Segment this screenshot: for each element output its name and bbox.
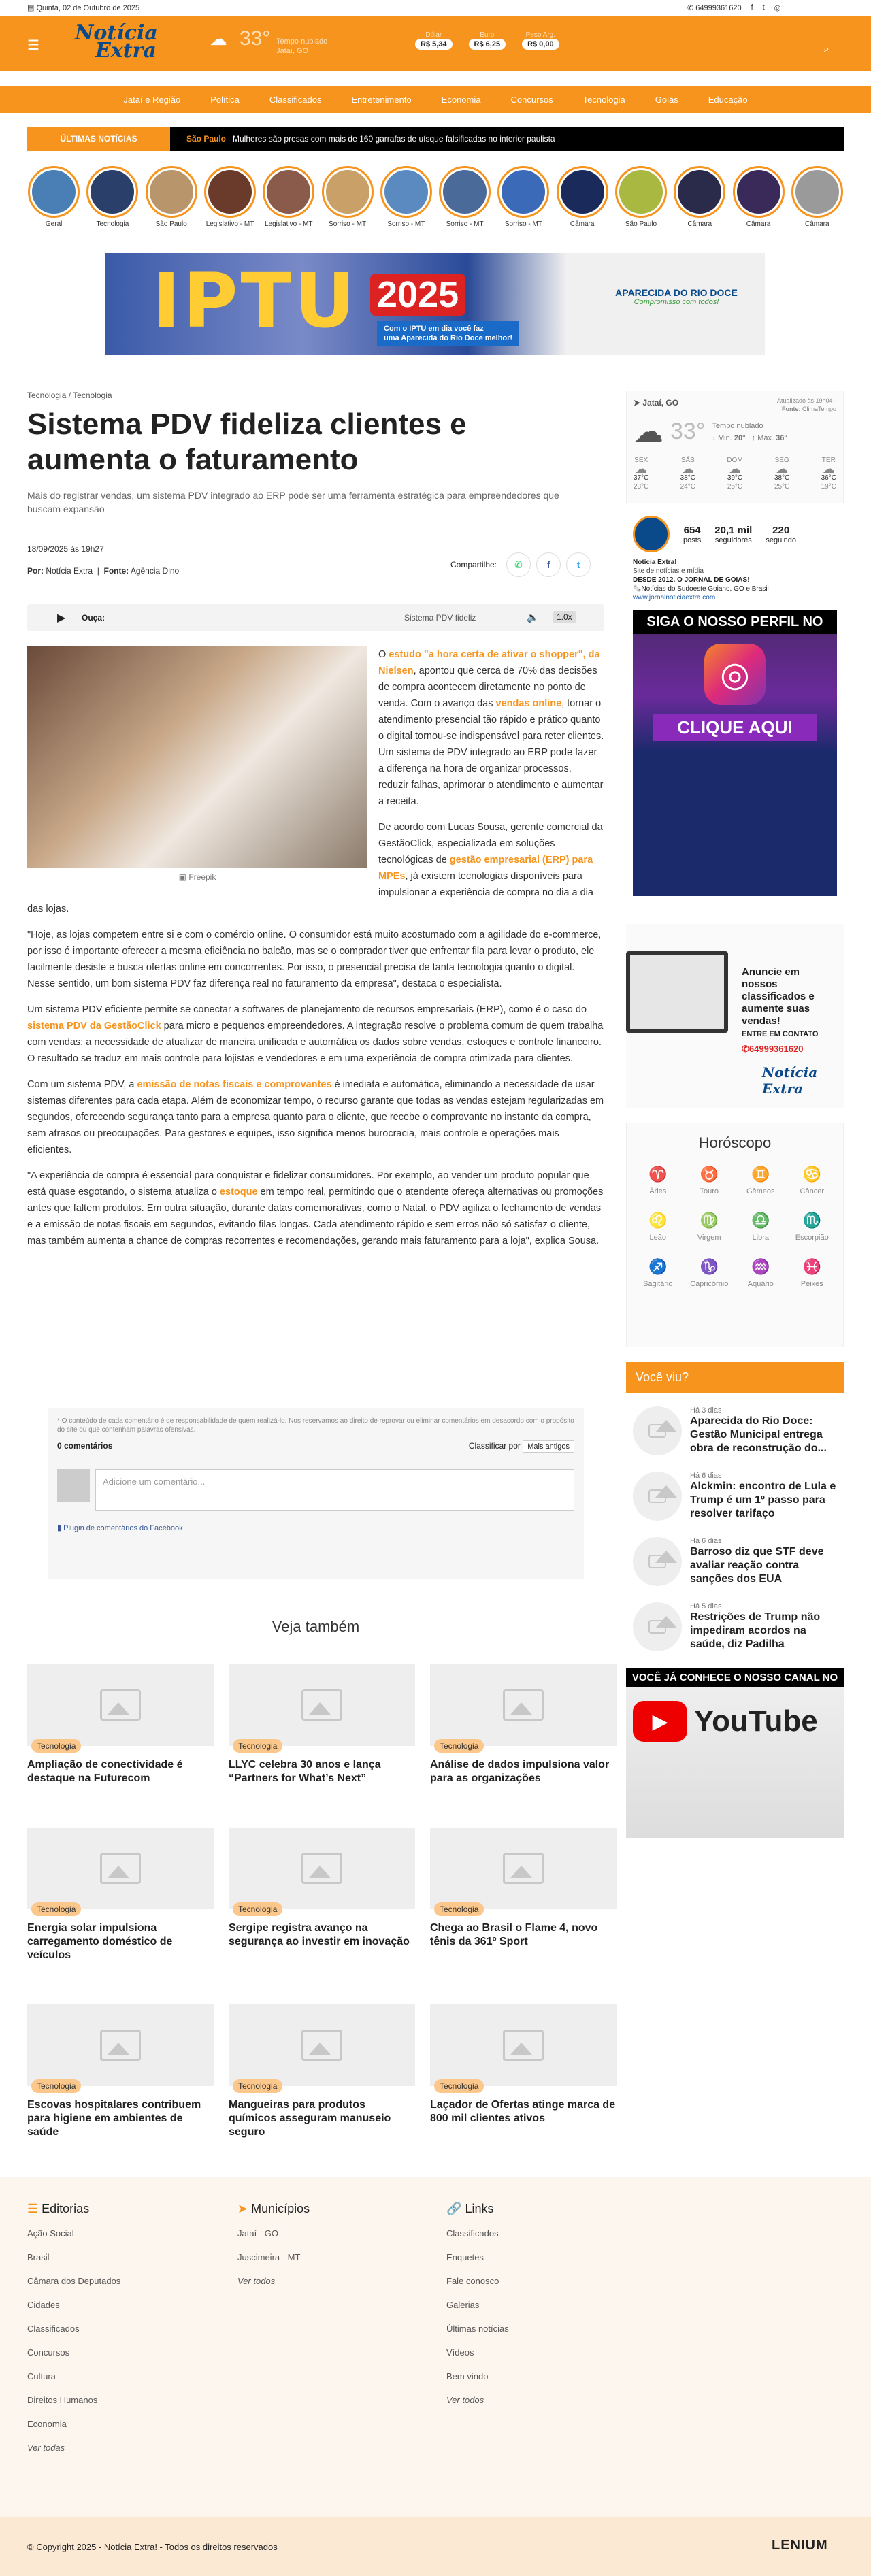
footer-link[interactable]: Ver todos (237, 2276, 276, 2286)
placeholder-image-icon (430, 1664, 617, 1751)
voce-viu-item[interactable]: Há 3 dias Aparecida do Rio Doce: Gestão Municipal entrega obra de reconstrução do... (633, 1406, 837, 1455)
nav-item[interactable]: Concursos (510, 94, 553, 105)
instagram-widget[interactable]: 654 posts 20,1 mil seguidores 220 seguindo Notícia Extra! Site de notícias e mídia DESDE 2012. O JORNAL DE GOIÁS! 🗞️Notícias do Sudoeste Goiano, GO e Brasil www.jornalnoticiaextra.com SIGA O NOSSO PERFIL NO ◎ CLIQUE AQUI (626, 516, 844, 910)
voce-viu-item[interactable]: Há 6 dias Barroso diz que STF deve avaliar reação contra sanções dos EUA (633, 1537, 837, 1586)
cloud-icon: ☁ (776, 462, 789, 476)
placeholder-image-icon (229, 1664, 415, 1751)
logo[interactable]: Notícia Extra (75, 21, 158, 63)
related-title: Mangueiras para produtos químicos asseguram manuseio seguro (229, 2099, 391, 2138)
footer-link[interactable]: Cidades (27, 2300, 60, 2310)
currency-quote: Dólar R$ 5,34 (415, 31, 453, 50)
zodiac-icon: ♓ (802, 1258, 821, 1275)
youtube-line: VOCÊ JÁ CONHECE O NOSSO CANAL NO (626, 1668, 844, 1687)
image-credit: ▣ Freepik (178, 872, 216, 882)
footer-link[interactable]: Fale conosco (446, 2276, 499, 2286)
header (0, 16, 871, 71)
article-subtitle: Mais do registrar vendas, um sistema PDV integrado ao ERP pode ser uma ferramenta estratégica para empreendedores que buscam expansão (27, 490, 559, 514)
paragraph-1: O estudo "a hora certa de ativar o shopper", da Nielsen, apontou que cerca de 70% das decisões de compra acontecem diretamente no ponto de venda. Com o avanço das vendas online, tornar o atendimento presencial tão rápido e prático quanto o digital tornou-se indispensável para reter clientes. Um sistema de PDV integrado ao ERP pode fazer a diferença na hora de organizar processos, reduzir falhas, aprimorar o atendimento e aumentar a receita. (378, 649, 604, 807)
horoscope-widget (626, 1123, 844, 1347)
zodiac-icon: ♉ (700, 1166, 719, 1183)
story-item[interactable]: Câmara (791, 166, 844, 234)
comments-box: * O conteúdo de cada comentário é de responsabilidade de quem realizá-lo. Nos reservamos ao direito de reprovar ou eliminar comentários em desacordo com o propósito do site ou que contenham palavras ofensivas. 0 comentários Classificar por Mais antigos Adicione um comentário... ▮ Plugin de comentários do Facebook (48, 1408, 584, 1579)
breadcrumb-item[interactable]: Tecnologia (27, 391, 67, 400)
share-bar (450, 552, 591, 577)
category-tag: Tecnologia (434, 1739, 484, 1753)
related-card[interactable] (229, 1664, 415, 1785)
zodiac-sign[interactable]: ♌ Leão (634, 1212, 683, 1242)
copyright: © Copyright 2025 - Notícia Extra! - Todos os direitos reservados (27, 2542, 278, 2552)
related-grid (27, 1664, 619, 2166)
forecast-row (634, 456, 836, 491)
placeholder-image-icon (633, 1602, 682, 1651)
play-icon[interactable]: ▶ (57, 612, 66, 624)
ticker-place: São Paulo (186, 134, 227, 144)
placeholder-image-icon (27, 2004, 214, 2091)
footer-link[interactable]: Concursos (27, 2347, 70, 2358)
related-title: Escovas hospitalares contribuem para higiene em ambientes de saúde (27, 2099, 201, 2138)
related-card[interactable] (27, 1828, 214, 1962)
breadcrumb: Tecnologia / Tecnologia (27, 391, 112, 400)
monitor-image (626, 951, 728, 1033)
cloud-icon: ☁ (728, 462, 741, 476)
category-tag: Tecnologia (434, 2079, 484, 2093)
related-card[interactable] (229, 1828, 415, 1962)
zodiac-icon: ♏ (802, 1212, 821, 1229)
article-image (27, 646, 367, 885)
related-heading: Veja também (272, 1618, 360, 1635)
footer-link[interactable]: Enquetes (446, 2252, 484, 2262)
instagram-avatar (633, 516, 670, 552)
paragraph-6: "A experiência de compra é essencial para conquistar e fidelizar consumidores. Por exemplo, ao vender um produto popular que está quase esgotando, o sistema atualiza o estoque em tempo real, permitindo que o atendente ofereça alternativas ou promoções antes que faltem produtos. Em outra situação, durante datas comemorativas, como o Natal, o PDV agiliza o fechamento de vendas e a emissão de notas fiscais em segundos, evitando filas longas. Cada atendimento rápido e sem erros não só satisfaz o cliente, mas também aumenta a chance de compras recorrentes e recomendações, gerando mais faturamento para a loja", explica Sousa. (27, 1170, 604, 1246)
whatsapp-share-icon[interactable]: ✆ (506, 552, 531, 577)
story-item[interactable]: Sorriso - MT (438, 166, 491, 234)
related-title: Análise de dados impulsiona valor para as organizações (430, 1759, 610, 1784)
comments-notice: * O conteúdo de cada comentário é de responsabilidade de quem realizá-lo. Nos reservamos ao direito de reprovar ou eliminar comentários em desacordo com o propósito do site ou que contenham palavras ofensivas. (57, 1417, 574, 1434)
zodiac-sign[interactable]: ♐ Sagitário (634, 1258, 683, 1288)
volume-icon[interactable]: 🔈 (527, 612, 539, 623)
placeholder-image-icon (430, 2004, 617, 2091)
related-title: Ampliação de conectividade é destaque na Futurecom (27, 1759, 183, 1784)
header-weather-desc: Tempo nublado (276, 37, 328, 46)
cloud-icon: ☁ (635, 462, 648, 476)
footer-link[interactable]: Brasil (27, 2252, 50, 2262)
forecast-day: SEX ☁ 37°C 23°C (634, 457, 649, 491)
instagram-logo-icon: ◎ (704, 644, 766, 705)
nav-item[interactable]: Entretenimento (351, 94, 412, 105)
category-tag: Tecnologia (31, 1739, 81, 1753)
inline-link[interactable]: gestão empresarial (ERP) para MPEs (378, 855, 593, 882)
comments-sort-select[interactable]: Mais antigos (523, 1440, 574, 1453)
placeholder-image-icon (27, 1664, 214, 1751)
footer-link[interactable]: Classificados (446, 2228, 499, 2239)
banner-seal: APARECIDA DO RIO DOCE (615, 287, 738, 298)
zodiac-sign[interactable]: ♊ Gêmeos (736, 1166, 785, 1195)
location-icon: ➤ (237, 2202, 248, 2215)
footer-link[interactable]: Vídeos (446, 2347, 474, 2358)
related-card[interactable] (27, 1664, 214, 1785)
nav-item[interactable]: Tecnologia (582, 94, 625, 105)
zodiac-icon: ♈ (648, 1166, 668, 1183)
related-card[interactable] (430, 1664, 617, 1785)
paragraph-2: De acordo com Lucas Sousa, gerente comercial da GestãoClick, especializada em soluções tecnológicas de gestão empresarial (ERP) para MPEs, já existem tecnologias disponíveis para impulsionar a experiência de compra no dia a dia das lojas. (27, 822, 603, 914)
footer-link[interactable]: Classificados (27, 2324, 80, 2334)
placeholder-image-icon (633, 1472, 682, 1521)
category-tag: Tecnologia (434, 1902, 484, 1916)
inline-link[interactable]: estudo "a hora certa de ativar o shopper", da Nielsen (378, 649, 600, 676)
audio-player (27, 604, 604, 631)
paragraph-3: "Hoje, as lojas competem entre si e com o comércio online. O consumidor está muito acostumado com a agilidade do e-commerce, por isso é importante oferecer a mesma eficiência no balcão, mas se o comprador tiver que enfrentar fila para levar o produto, ele facilmente desiste e busca ofertas online em concorrentes. Por isso, o presencial precisa de tanta tecnologia quanto o digital. Nesse sentido, um bom sistema PDV faz diferença real no faturamento da empresa", destaca o especialista. (27, 929, 602, 989)
instagram-icon[interactable]: ◎ (774, 4, 781, 12)
footer-link[interactable]: Câmara dos Deputados (27, 2276, 121, 2286)
twitter-icon[interactable]: t (762, 3, 765, 12)
placeholder-image-icon (633, 1537, 682, 1586)
twitter-share-icon[interactable]: t (566, 552, 591, 577)
footer (0, 2177, 871, 2517)
search-icon[interactable]: ⌕ (823, 44, 829, 55)
header-temp: 33° (240, 27, 271, 50)
related-title: Energia solar impulsiona carregamento doméstico de veículos (27, 1922, 173, 1961)
paragraph-5: Com um sistema PDV, a emissão de notas fiscais e comprovantes é imediata e automática, eliminando a necessidade de usar sistemas diferentes para cada etapa. Além de economizar tempo, o recurso garante que todas as vendas estejam regularizadas em segundos, oferecendo segurança tanto para a empresa quanto para o cliente, que recebe o comprovante no instante da compra, sem atrasos ou preocupações. Para gestores e equipes, isso significa menos burocracia, mais controle e operações mais eficientes. (27, 1079, 604, 1155)
inline-link[interactable]: sistema PDV da GestãoClick (27, 1021, 161, 1031)
avatar (57, 1469, 90, 1502)
zodiac-sign[interactable]: ♏ Escorpião (787, 1212, 836, 1242)
youtube-logo-icon: ▶ (633, 1701, 687, 1742)
iptu-banner[interactable] (105, 253, 765, 355)
comments-count: 0 comentários (57, 1441, 113, 1451)
zodiac-icon: ♑ (700, 1258, 719, 1275)
currency-quotes (415, 31, 559, 50)
menu-icon[interactable]: ☰ (27, 38, 39, 53)
stories-row (27, 166, 844, 234)
weather-widget: ➤ Jataí, GO Atualizado às 19h04 - Fonte: ClimaTempo ☁ 33° Tempo nublado ↓ Min. 20° ↑ Máx. 36° SEX ☁ 37°C 23°C SÁB ☁ 38°C 24°C DOM ☁ 39°C 25°C SEG ☁ 38°C 25°C TER ☁ 36°C 19°C (626, 391, 844, 503)
nav-item[interactable]: Jataí e Região (123, 94, 181, 105)
nav-item[interactable]: Goiás (655, 94, 678, 105)
article-byline: Por: Notícia Extra | Fonte: Agência Dino (27, 566, 180, 576)
related-title: Chega ao Brasil o Flame 4, novo tênis da 361º Sport (430, 1922, 598, 1947)
youtube-promo[interactable] (626, 1668, 844, 1838)
ad-title: Anuncie em nossos classificados e aumente suas vendas! (742, 966, 815, 1027)
forecast-day: TER ☁ 36°C 19°C (821, 457, 836, 491)
horoscope-heading: Horóscopo (698, 1134, 772, 1151)
nav-item[interactable]: Educação (708, 94, 748, 105)
weather-city: ➤ Jataí, GO (634, 398, 679, 408)
developer-logo[interactable]: LENIUM (772, 2538, 828, 2553)
forecast-day: SEG ☁ 38°C 25°C (774, 457, 790, 491)
zodiac-icon: ♊ (751, 1166, 770, 1183)
banner-year: 2025 (370, 274, 465, 316)
footer-link[interactable]: Ver todos (446, 2395, 484, 2405)
zodiac-icon: ♎ (751, 1212, 770, 1229)
zodiac-icon: ♋ (802, 1166, 821, 1183)
footer-link[interactable]: Ação Social (27, 2228, 74, 2239)
footer-municipios: ➤ Municípios Jataí - GO Juscimeira - MT Ver todos (237, 2202, 427, 2300)
zodiac-sign[interactable]: ♍ Virgem (685, 1212, 734, 1242)
related-card[interactable] (430, 1828, 617, 1962)
share-label: Compartilhe: (450, 560, 497, 569)
category-tag: Tecnologia (233, 1739, 282, 1753)
zodiac-sign[interactable]: ♎ Libra (736, 1212, 785, 1242)
story-item[interactable]: Câmara (732, 166, 785, 234)
banner-big: IPTU (152, 257, 358, 344)
banner-line1: Com o IPTU em dia você faz (384, 325, 484, 333)
news-ticker (27, 127, 844, 151)
cloud-icon: ☁ (210, 29, 227, 49)
related-title: Laçador de Ofertas atinge marca de 800 mil clientes ativos (430, 2099, 616, 2124)
placeholder-image-icon (430, 1828, 617, 1914)
banner-line2: uma Aparecida do Rio Doce melhor! (384, 334, 513, 342)
footer-link[interactable]: Últimas notícias (446, 2324, 509, 2334)
zodiac-icon: ♍ (700, 1212, 719, 1229)
footer-link[interactable]: Economia (27, 2419, 67, 2429)
article-title: Sistema PDV fideliza clientes e aumenta o faturamento (27, 408, 467, 476)
footer-editorias: ☰ Editorias Ação Social Brasil Câmara dos Deputados Cidades Classificados Concursos Cultura Direitos Humanos Economia Ver todas (27, 2202, 218, 2466)
category-tag: Tecnologia (31, 1902, 81, 1916)
related-title: LLYC celebra 30 anos e lança “Partners for What’s Next” (229, 1759, 381, 1784)
nav-item[interactable]: Política (210, 94, 240, 105)
footer-link[interactable]: Jataí - GO (237, 2228, 278, 2239)
forecast-day: DOM ☁ 39°C 25°C (727, 457, 743, 491)
related-card[interactable] (27, 2004, 214, 2139)
nav-item[interactable]: Classificados (269, 94, 322, 105)
listen-label: Ouça: (82, 613, 105, 623)
facebook-share-icon[interactable]: f (536, 552, 561, 577)
cloud-icon: ☁ (634, 415, 663, 448)
forecast-day: SÁB ☁ 38°C 24°C (680, 457, 695, 491)
footer-link[interactable]: Direitos Humanos (27, 2395, 98, 2405)
story-item[interactable]: São Paulo (145, 166, 198, 234)
zodiac-icon: ♒ (751, 1258, 770, 1275)
related-card[interactable] (229, 2004, 415, 2139)
story-item[interactable]: Legislativo - MT (203, 166, 257, 234)
story-item[interactable]: Legislativo - MT (262, 166, 315, 234)
footer-links: 🔗 Links Classificados Enquetes Fale conosco Galerias Últimas notícias Vídeos Bem vindo Ver todos (446, 2202, 637, 2419)
inline-link[interactable]: estoque (219, 1187, 258, 1198)
voce-viu-widget (626, 1362, 844, 1651)
list-icon: ☰ (27, 2202, 39, 2215)
zodiac-sign[interactable]: ♉ Touro (685, 1166, 734, 1195)
placeholder-image-icon (27, 1828, 214, 1914)
story-item[interactable]: Câmara (556, 166, 609, 234)
footer-link[interactable]: Ver todas (27, 2443, 65, 2453)
category-tag: Tecnologia (31, 2079, 81, 2093)
header-city: Jataí, GO (276, 47, 309, 55)
voce-viu-item[interactable]: Há 5 dias Restrições de Trump não impediram acordos na saúde, diz Padilha (633, 1602, 837, 1651)
cloud-icon: ☁ (681, 462, 694, 476)
date-label: ▤ Quinta, 02 de Outubro de 2025 (27, 4, 140, 12)
comment-input[interactable]: Adicione um comentário... (95, 1469, 574, 1511)
zodiac-icon: ♐ (648, 1258, 668, 1275)
related-card[interactable] (430, 2004, 617, 2139)
weather-temp: 33° (670, 418, 706, 444)
story-item[interactable]: Geral (27, 166, 80, 234)
main-nav (0, 86, 871, 113)
story-item[interactable]: São Paulo (614, 166, 668, 234)
banner-seal-sub: Compromisso com todos! (634, 298, 719, 306)
nav-item[interactable]: Economia (441, 94, 481, 105)
zodiac-sign[interactable]: ♓ Peixes (787, 1258, 836, 1288)
ad-contact: ENTRE EM CONTATO (742, 1030, 819, 1038)
ad-logo: Notícia Extra (762, 1064, 818, 1097)
placeholder-image-icon (633, 1406, 682, 1455)
listen-title: Sistema PDV fideliz (404, 613, 476, 623)
cloud-icon: ☁ (822, 462, 835, 476)
footer-link[interactable]: Juscimeira - MT (237, 2252, 301, 2262)
inline-link[interactable]: emissão de notas fiscais e comprovantes (137, 1079, 332, 1090)
story-item[interactable]: Sorriso - MT (321, 166, 374, 234)
classified-ad[interactable] (626, 924, 844, 1108)
inline-link[interactable]: vendas online (495, 698, 562, 709)
article-datetime: 18/09/2025 às 19h27 (27, 544, 104, 554)
youtube-brand: YouTube (694, 1704, 818, 1738)
ticker-headline[interactable]: Mulheres são presas com mais de 160 garrafas de uísque falsificadas no interior paulista (233, 134, 555, 144)
ticker-label: ÚLTIMAS NOTÍCIAS (27, 127, 170, 151)
ad-phone: ✆64999361620 (742, 1044, 804, 1054)
footer-link[interactable]: Cultura (27, 2371, 56, 2381)
facebook-icon[interactable]: f (751, 3, 753, 12)
story-item[interactable]: Câmara (673, 166, 726, 234)
placeholder-image-icon (229, 2004, 415, 2091)
copyright-bar (0, 2517, 871, 2576)
currency-quote: Peso Arg. R$ 0,00 (522, 31, 559, 50)
zodiac-sign[interactable]: ♋ Câncer (787, 1166, 836, 1195)
link-icon: 🔗 (446, 2202, 462, 2215)
sidebar (626, 391, 844, 1838)
zodiac-sign[interactable]: ♒ Aquário (736, 1258, 785, 1288)
story-item[interactable]: Sorriso - MT (497, 166, 550, 234)
instagram-promo[interactable]: SIGA O NOSSO PERFIL NO ◎ CLIQUE AQUI (633, 610, 837, 896)
category-tag: Tecnologia (233, 2079, 282, 2093)
whatsapp-phone[interactable]: ✆ 64999361620 (687, 4, 742, 12)
voce-viu-heading: Você viu? (626, 1362, 844, 1393)
fb-plugin-link[interactable]: ▮ Plugin de comentários do Facebook (57, 1524, 183, 1532)
speed-button[interactable]: 1.0x (553, 611, 576, 623)
category-tag: Tecnologia (233, 1902, 282, 1916)
story-item[interactable]: Tecnologia (86, 166, 139, 234)
footer-link[interactable]: Galerias (446, 2300, 480, 2310)
top-bar (0, 0, 871, 16)
placeholder-image-icon (229, 1828, 415, 1914)
footer-link[interactable]: Bem vindo (446, 2371, 489, 2381)
voce-viu-item[interactable]: Há 6 dias Alckmin: encontro de Lula e Trump é um 1º passo para resolver tarifaço (633, 1472, 837, 1521)
article-body (27, 646, 604, 1259)
breadcrumb-item[interactable]: Tecnologia (73, 391, 112, 400)
zodiac-sign[interactable]: ♑ Capricórnio (685, 1258, 734, 1288)
zodiac-grid (632, 1166, 838, 1288)
zodiac-sign[interactable]: ♈ Áries (634, 1166, 683, 1195)
currency-quote: Euro R$ 6,25 (469, 31, 506, 50)
paragraph-4: Um sistema PDV eficiente permite se conectar a softwares de planejamento de recursos empresariais (ERP), como é o caso do sistema PDV da GestãoClick para micro e pequenos empreendedores. A integração resolve o problema comum de quem trabalha com vendas: a necessidade de atualizar de maneira unificada e automática os dados sobre vendas, estoques e controle financeiro. O resultado se traduz em mais controle para lojistas e vendedores e em uma experiência de compra otimizada para clientes. (27, 1004, 604, 1064)
related-title: Sergipe registra avanço na segurança ao investir em inovação (229, 1922, 410, 1947)
story-item[interactable]: Sorriso - MT (380, 166, 433, 234)
zodiac-icon: ♌ (648, 1212, 668, 1229)
